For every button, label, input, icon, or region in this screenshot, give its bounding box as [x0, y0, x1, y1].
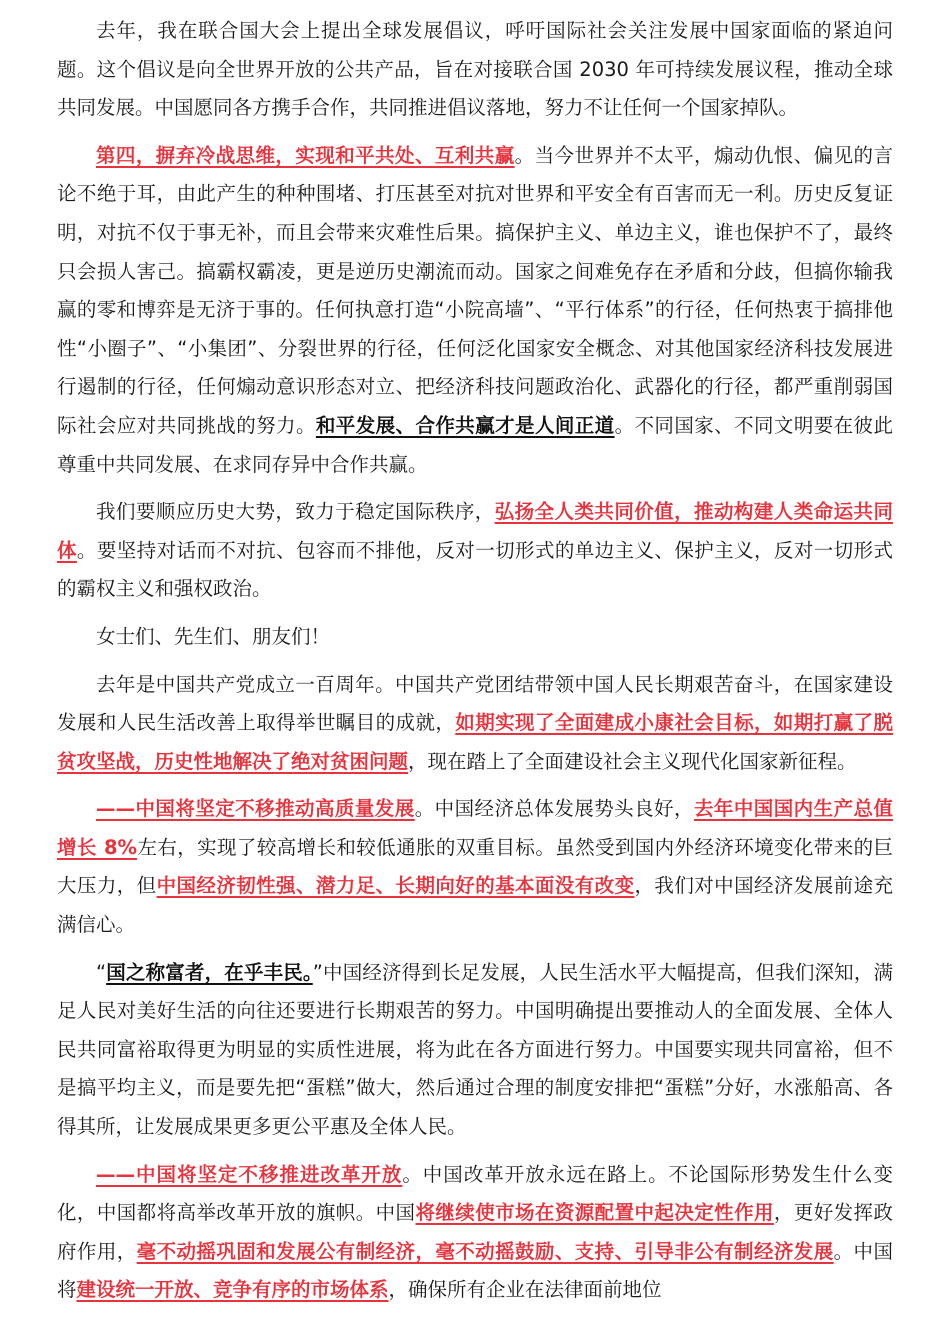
- text-segment: 。中国改革开放永远在路上。不论国际形势发生什么变化，中国都将高举改革开放的旗帜。中国: [57, 1162, 893, 1225]
- text-segment: ，确保所有企业在法律面前地位: [388, 1278, 662, 1302]
- highlight-red-heading: 第四，摒弃冷战思维，实现和平共处、互利共赢: [96, 143, 515, 167]
- text-segment: ”中国经济得到长足发展，人民生活水平大幅提高，但我们深知，满足人民对美好生活的向往还要进行长期艰苦的努力。中国明确提出要推动人的全面发展、全体人民共同富裕取得更为明显的实质性进展，将为此在各方面进行努力。中国要实现共同富裕，但不是搞平均主义，而是要先把“蛋糕”做大，然后通过合理的制度安排把“蛋糕”分好，水涨船高、各得其所，让发展成果更多更公平惠及全体人民。: [57, 960, 893, 1139]
- paragraph-reform-and-opening: [57, 1156, 893, 1310]
- text-segment: 。不同国家、不同文明要在彼此尊重中共同发展、在求同存异中合作共赢。: [57, 413, 893, 476]
- highlight-black-quote: 国之称富者，在乎丰民。: [106, 960, 313, 984]
- text-segment: ，现在踏上了全面建设社会主义现代化国家新征程。: [408, 749, 857, 773]
- paragraph-high-quality-development: [57, 790, 893, 944]
- highlight-red-phrase: 建设统一开放、竞争有序的市场体系: [76, 1278, 389, 1302]
- text-segment: 左右，实现了较高增长和较低通胀的双重目标。虽然受到国内外经济环境变化带来的巨大压力，但: [57, 835, 893, 898]
- text-segment: “: [96, 960, 107, 984]
- highlight-red-phrase: 将继续使市场在资源配置中起决定性作用: [415, 1201, 774, 1225]
- text-segment: ，我们对中国经济发展前途充满信心。: [57, 874, 893, 937]
- highlight-red-phrase: 中国经济韧性强、潜力足、长期向好的基本面没有改变: [156, 874, 635, 898]
- paragraph-greeting: [57, 618, 893, 657]
- text-segment: 。当今世界并不太平，煽动仇恨、偏见的言论不绝于耳，由此产生的种种围堵、打压甚至对抗对世界和平安全有百害而无一利。历史反复证明，对抗不仅于事无补，而且会带来灾难性后果。搞保护主义、单边主义，谁也保护不了，最终只会损人害己。搞霸权霸凌，更是逆历史潮流而动。国家之间难免存在矛盾和分歧，但搞你输我赢的零和博弈是无济于事的。任何执意打造“小院高墙”、“平行体系”的行径，任何热衷于搞排他性“小圈子”、“小集团”、分裂世界的行径，任何泛化国家安全概念、对其他国家经济科技发展进行遏制的行径，任何煽动意识形态对立、把经济科技问题政治化、武器化的行径，都严重削弱国际社会应对共同挑战的努力。: [57, 143, 893, 437]
- text-segment: 。要坚持对话而不对抗、包容而不排他，反对一切形式的单边主义、保护主义，反对一切形式的霸权主义和强权政治。: [57, 538, 893, 601]
- highlight-black-phrase: 和平发展、合作共赢才是人间正道: [315, 413, 615, 437]
- text-segment: ，更好发挥政府作用，: [57, 1201, 893, 1263]
- text-segment: 我们要顺应历史大势，致力于稳定国际秩序，: [96, 500, 495, 524]
- text-segment: 。中国经济总体发展势头良好，: [414, 797, 694, 821]
- highlight-red-heading: ——中国将坚定不移推动高质量发展: [96, 797, 415, 821]
- highlight-red-phrase: 如期实现了全面建成小康社会目标，如期打赢了脱贫攻坚战，历史性地解决了绝对贫困问题: [57, 711, 893, 773]
- paragraph-historical-trend: [57, 493, 893, 609]
- document-body: [57, 12, 893, 1319]
- text-segment: 去年是中国共产党成立一百周年。中国共产党团结带领中国人民长期艰苦奋斗，在国家建设发展和人民生活改善上取得举世瞩目的成就，: [57, 672, 893, 735]
- paragraph-global-development-initiative: [57, 12, 893, 128]
- highlight-red-phrase: 去年中国国内生产总值增长 8%: [57, 797, 893, 859]
- highlight-red-phrase: 毫不动摇巩固和发展公有制经济，毫不动摇鼓励、支持、引导非公有制经济发展: [136, 1239, 834, 1263]
- highlight-red-heading: ——中国将坚定不移推进改革开放: [96, 1162, 403, 1186]
- paragraph-common-prosperity: [57, 954, 893, 1147]
- paragraph-abandon-cold-war-mentality: [57, 137, 893, 484]
- text-segment: 去年，我在联合国大会上提出全球发展倡议，呼吁国际社会关注发展中国家面临的紧迫问题。这个倡议是向全世界开放的公共产品，旨在对接联合国 2030 年可持续发展议程，推动全球共同发展。中国愿同各方携手合作，共同推进倡议落地，努力不让任何一个国家掉队。: [57, 19, 893, 120]
- paragraph-party-centenary: [57, 666, 893, 782]
- text-segment: 女士们、先生们、朋友们！: [96, 624, 331, 648]
- text-segment: 。中国将: [57, 1239, 893, 1302]
- highlight-red-phrase: 弘扬全人类共同价值，推动构建人类命运共同体: [57, 500, 893, 562]
